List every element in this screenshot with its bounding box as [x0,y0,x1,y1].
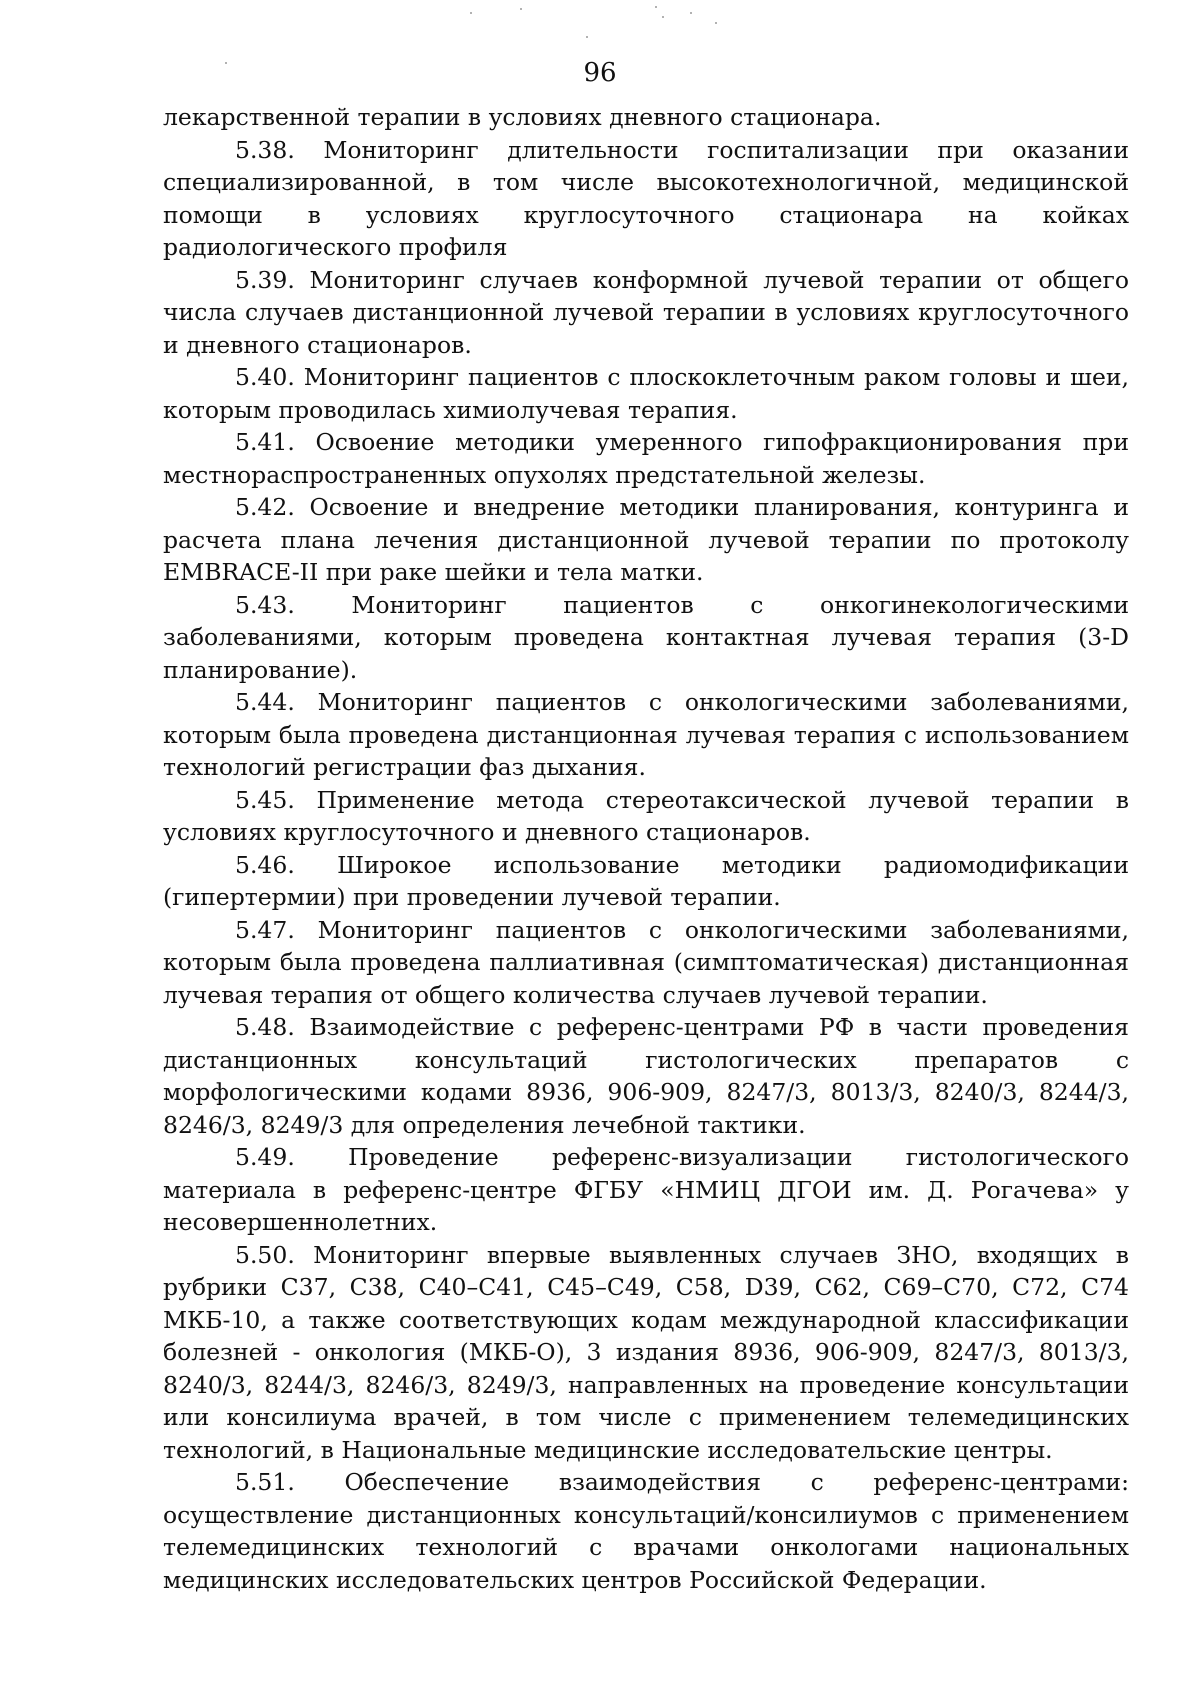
scan-speck [662,16,664,18]
item-5-49: 5.49. Проведение референс-визуализации гистологического материала в референс-центре ФГБУ «НМИЦ ДГОИ им. Д. Рогачева» у несовершеннолетних. [163,1143,1129,1236]
item-5-43: 5.43. Мониторинг пациентов с онкогинекологическими заболеваниями, которым проведена контактная лучевая терапия (3-D планирование). [163,590,1129,684]
scan-speck [586,36,588,38]
item-5-47: 5.47. Мониторинг пациентов с онкологическими заболеваниями, которым была проведена паллиативная (симптоматическая) дистанционная лучевая терапия от общего количества случаев лучевой терапии. [163,915,1129,1009]
scan-speck [470,12,472,14]
document-body [163,101,1129,1596]
item-5-39: 5.39. Мониторинг случаев конформной лучевой терапии от общего числа случаев дистанционной лучевой терапии в условиях круглосуточного и дневного стационаров. [163,265,1129,359]
item-5-48: 5.48. Взаимодействие с референс-центрами РФ в части проведения дистанционных консультаций гистологических препаратов с морфологическими кодами 8936, 906-909, 8247/3, 8013/3, 8240/3, 8244/3, 8246/3, 8249/3 для определения лечебной тактики. [163,1013,1129,1139]
item-5-40: 5.40. Мониторинг пациентов с плоскоклеточным раком головы и шеи, которым проводилась химиолучевая терапия. [163,363,1129,424]
item-5-42: 5.42. Освоение и внедрение методики планирования, контуринга и расчета плана лечения дистанционной лучевой терапии по протоколу EMBRACE-II при раке шейки и тела матки. [163,493,1129,586]
item-5-50: 5.50. Мониторинг впервые выявленных случаев ЗНО, входящих в рубрики C37, C38, C40–C41, C45–C49, C58, D39, C62, C69–C70, C72, C74 МКБ-10, а также соответствующих кодам международной классификации болезней - онкология (МКБ-О), 3 издания 8936, 906-909, 8247/3, 8013/3, 8240/3, 8244/3, 8246/3, 8249/3, направленных на проведение консультации или консилиума врачей, в том числе с применением телемедицинских технологий, в Национальные медицинские исследовательские центры. [163,1240,1129,1464]
item-5-44: 5.44. Мониторинг пациентов с онкологическими заболеваниями, которым была проведена дистанционная лучевая терапия с использованием технологий регистрации фаз дыхания. [163,688,1129,781]
item-5-41: 5.41. Освоение методики умеренного гипофракционирования при местнораспространенных опухолях предстательной железы. [163,428,1129,489]
item-5-51: 5.51. Обеспечение взаимодействия с референс-центрами: осуществление дистанционных консультаций/консилиумов с применением телемедицинских технологий с врачами онкологами национальных медицинских исследовательских центров Российской Федерации. [163,1468,1129,1594]
scan-speck [520,8,522,10]
scan-speck [655,6,657,8]
item-5-45: 5.45. Применение метода стереотаксической лучевой терапии в условиях круглосуточного и дневного стационаров. [163,785,1129,846]
scan-speck [715,22,717,24]
intro-paragraph: лекарственной терапии в условиях дневного стационара. [163,103,882,131]
item-5-46: 5.46. Широкое использование методики радиомодификации (гипертермии) при проведении лучевой терапии. [163,850,1129,911]
item-5-38: 5.38. Мониторинг длительности госпитализации при оказании специализированной, в том числе высокотехнологичной, медицинской помощи в условиях круглосуточного стационара на койках радиологического профиля [163,135,1129,261]
page-number: 96 [583,58,617,88]
scan-speck [690,12,692,14]
